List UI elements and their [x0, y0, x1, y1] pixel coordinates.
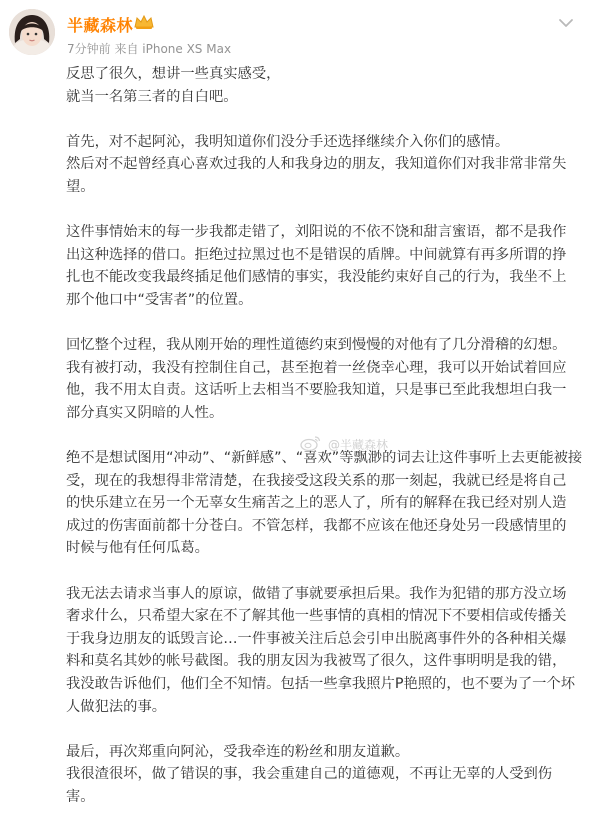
text-line: 料和莫名其妙的帐号截图。我的朋友因为我被骂了很久，这件事明明是我的错，	[66, 653, 567, 670]
text-line: 出这种选择的借口。拒绝过拉黑过也不是错误的盾牌。中间就算有再多所谓的挣	[66, 246, 567, 263]
post-paragraph	[66, 741, 566, 809]
chevron-down-icon[interactable]	[555, 12, 577, 34]
text-line: 于我身边朋友的诋毁言论…一件事被关注后总会引申出脱离事件外的各种相关爆	[66, 630, 567, 647]
text-line: 这件事情始末的每一步我都走错了，刘阳说的不依不饶和甜言蜜语，都不是我作	[66, 224, 567, 241]
text-line: 望。	[66, 178, 95, 195]
text-line: 他，我不用太自责。这话听上去相当不要脸我知道，只是事已至此我想坦白我一	[66, 382, 567, 399]
text-line: 我没敢告诉他们，他们全不知情。包括一些拿我照片P艳照的，也不要为了一个坏	[66, 676, 576, 693]
post-paragraph	[66, 334, 566, 424]
text-line: 首先，对不起阿沁，我明知道你们没分手还选择继续介入你们的感情。	[66, 133, 510, 150]
text-line: 然后对不起曾经真心喜欢过我的人和我身边的朋友，我知道你们对我非常非常失	[66, 156, 567, 173]
post-paragraph	[66, 583, 576, 719]
text-line: 受，现在的我想得非常清楚，在我接受这段关系的那一刻起，我就已经是将自己	[66, 472, 567, 489]
text-line: 时候与他有任何瓜葛。	[66, 540, 209, 557]
text-line: 我无法去请求当事人的原谅，做错了事就要承担后果。我作为犯错的那方没立场	[66, 585, 567, 602]
post-paragraph	[66, 63, 566, 108]
post-paragraph	[66, 221, 566, 311]
text-line: 就当一名第三者的自白吧。	[66, 88, 238, 105]
avatar[interactable]	[9, 9, 55, 55]
text-line: 扎也不能改变我最终插足他们感情的事实，我没能约束好自己的行为，我坐不上	[66, 269, 567, 286]
post-header	[0, 0, 589, 62]
text-line: 奢求什么，只希望大家在不了解其他一些事情的真相的情况下不要相信或传播关	[66, 608, 567, 625]
text-line: 部分真实又阴暗的人性。	[66, 404, 224, 421]
text-line: 人做犯法的事。	[66, 698, 167, 715]
text-line: 回忆整个过程，我从刚开始的理性道德约束到慢慢的对他有了几分滑稽的幻想。	[66, 337, 567, 354]
username[interactable]: 半藏森林	[67, 16, 134, 35]
text-line: 害。	[66, 789, 95, 805]
text-line: 成过的伤害面前都十分苍白。不管怎样，我都不应该在他还身处另一段感情里的	[66, 517, 567, 534]
text-line: 绝不是想试图用“冲动”、“新鲜感”、“喜欢”等飘渺的词去让这件事听上去更能被接	[66, 450, 583, 467]
post-paragraph	[66, 447, 583, 560]
post-meta: 7分钟前 来自 iPhone XS Max	[67, 42, 232, 56]
watermark-text: @半藏森林	[328, 438, 389, 452]
text-line: 的快乐建立在另一个无辜女生痛苦之上的恶人了，所有的解释在我已经对别人造	[66, 495, 567, 512]
text-line: 反思了很久，想讲一些真实感受，	[66, 66, 281, 82]
vip-crown-icon	[133, 14, 155, 30]
post-paragraph	[66, 131, 566, 199]
text-line: 我很渣很坏，做了错误的事，我会重建自己的道德观，不再让无辜的人受到伤	[66, 766, 553, 783]
text-line: 我有被打动，我没有控制住自己，甚至抱着一丝侥幸心理，我可以开始试着回应	[66, 359, 567, 376]
text-line: 那个他口中“受害者”的位置。	[66, 291, 253, 308]
text-line: 最后，再次郑重向阿沁，受我牵连的粉丝和朋友道歉。	[66, 743, 410, 760]
watermark	[300, 434, 388, 455]
weibo-logo-icon	[300, 434, 322, 455]
